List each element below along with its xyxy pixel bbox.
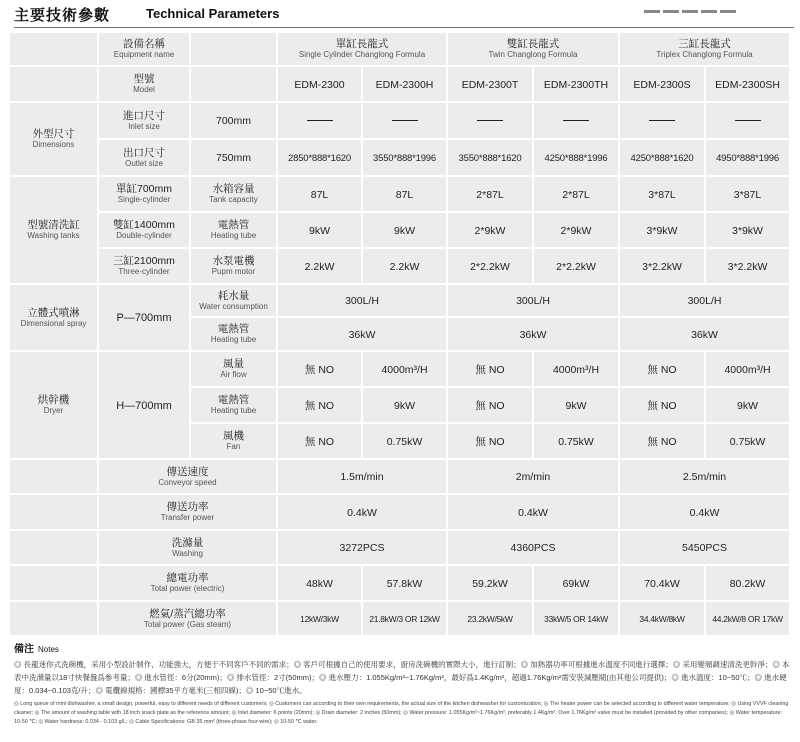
- dash-cell: [706, 103, 791, 140]
- parameters-table-wrap: [10, 33, 791, 633]
- notes-chinese: ◎ 長龍迷你式洗碗機，采用小型設計制作，功能強大，方便于不同客戶不同的需求；◎ 客戶可根據自己的使用要求，廚房洗碗機的實際大小，進行訂制；◎ 加熱器功率可根據進水溫度不同進行選擇；◎ 采用變頻調速清洗更幹淨；◎ 本表中洗滌量以18寸快餐盤爲參考量；◎ 進水管徑：6分(20mm)；◎ 排水管徑：2寸(50mm)；◎ 進水壓力：1.055Kg/m²~1.76Kg/m²，最好爲1.4Kg/m²，超過1.76Kg/m²需安裝減壓閥(由其他公司提供)；◎ 進水溫度：10~50℃；◎ 進水硬度：0.034~0.103克/升；◎ 電纜線規格：國標35平方毫米(三相四線)；◎ 10~50℃進水。: [14, 660, 790, 695]
- inlet-value: 700mm: [191, 103, 278, 140]
- air-flow-cell: 4000m³/H: [363, 352, 448, 388]
- model-cell: EDM-2300T: [448, 67, 534, 103]
- pump-motor-cell: 2*2.2kW: [534, 249, 620, 285]
- fan-cell: 0.75kW: [706, 424, 791, 460]
- title-english: Technical Parameters: [146, 6, 280, 21]
- total-electric-cell: 80.2kW: [706, 566, 791, 602]
- model-cell: EDM-2300S: [620, 67, 706, 103]
- label-water-consumption: 耗水量 Water consumption: [191, 285, 278, 318]
- label-tank-capacity: 水箱容量 Tank capacity: [191, 177, 278, 213]
- spray-heating-cell: 36kW: [620, 318, 791, 352]
- label-washing: 洗滌量 Washing: [99, 531, 278, 566]
- top-right-mark: [644, 0, 784, 4]
- notes-title: 備注 Notes: [14, 644, 59, 655]
- row-equipment: [10, 33, 791, 67]
- heating-tube-cell: 9kW: [363, 213, 448, 249]
- model-cell: EDM-2300: [278, 67, 363, 103]
- total-electric-cell: 70.4kW: [620, 566, 706, 602]
- pump-motor-cell: 2*2.2kW: [448, 249, 534, 285]
- dryer-heating-cell: 9kW: [363, 388, 448, 424]
- outlet-size-cell: 4250*888*1620: [620, 140, 706, 177]
- total-electric-cell: 57.8kW: [363, 566, 448, 602]
- conveyor-speed-cell: 2.5m/min: [620, 460, 791, 495]
- washing-cell: 3272PCS: [278, 531, 448, 566]
- pump-motor-cell: 2.2kW: [363, 249, 448, 285]
- label-pump-motor: 水泵電機 Pupm motor: [191, 249, 278, 285]
- title-chinese: 主要技術參數: [14, 7, 111, 24]
- transfer-power-cell: 0.4kW: [620, 495, 791, 531]
- heating-tube-cell: 3*9kW: [620, 213, 706, 249]
- parameters-table: [10, 33, 791, 637]
- outlet-size-cell: 4250*888*1996: [534, 140, 620, 177]
- total-gas-cell: 21.8kW/3 OR 12kW: [363, 602, 448, 637]
- pump-motor-cell: 3*2.2kW: [706, 249, 791, 285]
- dash-cell: [534, 103, 620, 140]
- tank-capacity-cell: 3*87L: [706, 177, 791, 213]
- washing-cell: 5450PCS: [620, 531, 791, 566]
- total-gas-cell: 33kW/5 OR 14kW: [534, 602, 620, 637]
- label-dimensions: 外型尺寸 Dimensions: [10, 103, 99, 177]
- row-heating-tube: [10, 213, 791, 249]
- dryer-heating-cell: 無 NO: [448, 388, 534, 424]
- group-single: 單缸長龍式 Single Cylinder Changlong Formula: [278, 33, 448, 67]
- water-consumption-cell: 300L/H: [278, 285, 448, 318]
- fan-cell: 無 NO: [620, 424, 706, 460]
- model-cell: EDM-2300TH: [534, 67, 620, 103]
- label-washing-tanks: 型號清洗缸 Washing tanks: [10, 177, 99, 285]
- row-total-electric: [10, 566, 791, 602]
- total-electric-cell: 48kW: [278, 566, 363, 602]
- water-consumption-cell: 300L/H: [620, 285, 791, 318]
- transfer-power-cell: 0.4kW: [448, 495, 620, 531]
- model-cell: EDM-2300H: [363, 67, 448, 103]
- tank-capacity-cell: 87L: [278, 177, 363, 213]
- row-model: [10, 67, 791, 103]
- fan-cell: 0.75kW: [534, 424, 620, 460]
- pump-motor-cell: 2.2kW: [278, 249, 363, 285]
- transfer-power-cell: 0.4kW: [278, 495, 448, 531]
- label-outlet: 出口尺寸 Outlet size: [99, 140, 191, 177]
- heating-tube-cell: 2*9kW: [448, 213, 534, 249]
- row-outlet: [10, 140, 791, 177]
- conveyor-speed-cell: 1.5m/min: [278, 460, 448, 495]
- spray-value: P—700mm: [99, 285, 191, 352]
- dash-cell: [278, 103, 363, 140]
- label-total-electric: 總電功率 Total power (electric): [99, 566, 278, 602]
- outlet-size-cell: 3550*888*1620: [448, 140, 534, 177]
- air-flow-cell: 4000m³/H: [706, 352, 791, 388]
- dryer-heating-cell: 9kW: [706, 388, 791, 424]
- label-dryer-heating: 電熱管 Heating tube: [191, 388, 278, 424]
- row-inlet: [10, 103, 791, 140]
- group-triplex: 三缸長龍式 Triplex Changlong Formula: [620, 33, 791, 67]
- row-total-gas: [10, 602, 791, 637]
- label-spray-heating: 電熱管 Heating tube: [191, 318, 278, 352]
- heating-tube-cell: 9kW: [278, 213, 363, 249]
- label-spray: 立體式噴淋 Dimensional spray: [10, 285, 99, 352]
- header-rule: [14, 27, 794, 28]
- air-flow-cell: 無 NO: [448, 352, 534, 388]
- dryer-value: H—700mm: [99, 352, 191, 460]
- fan-cell: 0.75kW: [363, 424, 448, 460]
- label-double-cylinder: 雙缸1400mm Double-cylinder: [99, 213, 191, 249]
- label-inlet: 進口尺寸 Inlet size: [99, 103, 191, 140]
- dryer-heating-cell: 9kW: [534, 388, 620, 424]
- spray-heating-cell: 36kW: [448, 318, 620, 352]
- notes-section: [14, 640, 790, 740]
- air-flow-cell: 無 NO: [620, 352, 706, 388]
- label-equipment: 設備名稱 Equipment name: [99, 33, 191, 67]
- total-gas-cell: 23.2kW/5kW: [448, 602, 534, 637]
- tank-capacity-cell: 2*87L: [448, 177, 534, 213]
- heating-tube-cell: 3*9kW: [706, 213, 791, 249]
- outlet-size-cell: 4950*888*1996: [706, 140, 791, 177]
- air-flow-cell: 無 NO: [278, 352, 363, 388]
- dash-cell: [620, 103, 706, 140]
- dryer-heating-cell: 無 NO: [278, 388, 363, 424]
- row-pump-motor: [10, 249, 791, 285]
- tank-capacity-cell: 2*87L: [534, 177, 620, 213]
- outlet-size-cell: 3550*888*1996: [363, 140, 448, 177]
- outlet-size-cell: 2850*888*1620: [278, 140, 363, 177]
- water-consumption-cell: 300L/H: [448, 285, 620, 318]
- total-electric-cell: 69kW: [534, 566, 620, 602]
- row-water-consumption: [10, 285, 791, 318]
- fan-cell: 無 NO: [278, 424, 363, 460]
- dash-cell: [448, 103, 534, 140]
- fan-cell: 無 NO: [448, 424, 534, 460]
- row-washing: [10, 531, 791, 566]
- label-model: 型號 Model: [99, 67, 191, 103]
- outlet-value: 750mm: [191, 140, 278, 177]
- label-total-gas: 燃氣/蒸汽總功率 Total power (Gas steam): [99, 602, 278, 637]
- model-cell: EDM-2300SH: [706, 67, 791, 103]
- washing-cell: 4360PCS: [448, 531, 620, 566]
- conveyor-speed-cell: 2m/min: [448, 460, 620, 495]
- dryer-heating-cell: 無 NO: [620, 388, 706, 424]
- spray-heating-cell: 36kW: [278, 318, 448, 352]
- dash-cell: [363, 103, 448, 140]
- notes-english: ◎ Long queue of mini dishwasher, a small design, powerful, easy to different needs of different customers; ◎ Customers can according to their own requirements, the actual size of the kitchen dishwasher for customization; ◎ The heater power can be selected according to different water temperature; ◎ Using VVVF cleaning cleaner; ◎ The amount of washing table with 18 inch snack plate as the reference amount; ◎ Inlet diameter: 6 points (20mm); ◎ Drain diameter: 2 inches (50mm); ◎ Water pressure: 1.055Kg/m²~1.76Kg/m², preferably 1.4Kg/m², Over 1.76Kg/m² valve must be installed (provided by other companies); ◎ Water temperature: 10-50 ℃; ◎ Water hardness: 0.034 - 0.103 g/L; ◎ Cable Specifications: GB 35 mm² (three-phase four-wire); ◎ 10-50 ℃ water.: [14, 701, 789, 725]
- label-three-cylinder: 三缸2100mm Three-cylinder: [99, 249, 191, 285]
- total-gas-cell: 44.2kW/8 OR 17kW: [706, 602, 791, 637]
- row-transfer-power: [10, 495, 791, 531]
- total-electric-cell: 59.2kW: [448, 566, 534, 602]
- row-air-flow: [10, 352, 791, 388]
- tank-capacity-cell: 3*87L: [620, 177, 706, 213]
- page-header: [14, 2, 794, 28]
- group-twin: 雙缸長龍式 Twin Changlong Formula: [448, 33, 620, 67]
- row-tank-capacity: [10, 177, 791, 213]
- tank-capacity-cell: 87L: [363, 177, 448, 213]
- pump-motor-cell: 3*2.2kW: [620, 249, 706, 285]
- heating-tube-cell: 2*9kW: [534, 213, 620, 249]
- air-flow-cell: 4000m³/H: [534, 352, 620, 388]
- total-gas-cell: 34.4kW/8kW: [620, 602, 706, 637]
- label-conveyor-speed: 傳送速度 Conveyor speed: [99, 460, 278, 495]
- label-dryer: 烘幹機 Dryer: [10, 352, 99, 460]
- label-single-cylinder: 單缸700mm Single-cylinder: [99, 177, 191, 213]
- total-gas-cell: 12kW/3kW: [278, 602, 363, 637]
- label-heating-tube: 電熱管 Heating tube: [191, 213, 278, 249]
- label-transfer-power: 傳送功率 Transfer power: [99, 495, 278, 531]
- label-air-flow: 風量 Air flow: [191, 352, 278, 388]
- row-conveyor-speed: [10, 460, 791, 495]
- label-fan: 風機 Fan: [191, 424, 278, 460]
